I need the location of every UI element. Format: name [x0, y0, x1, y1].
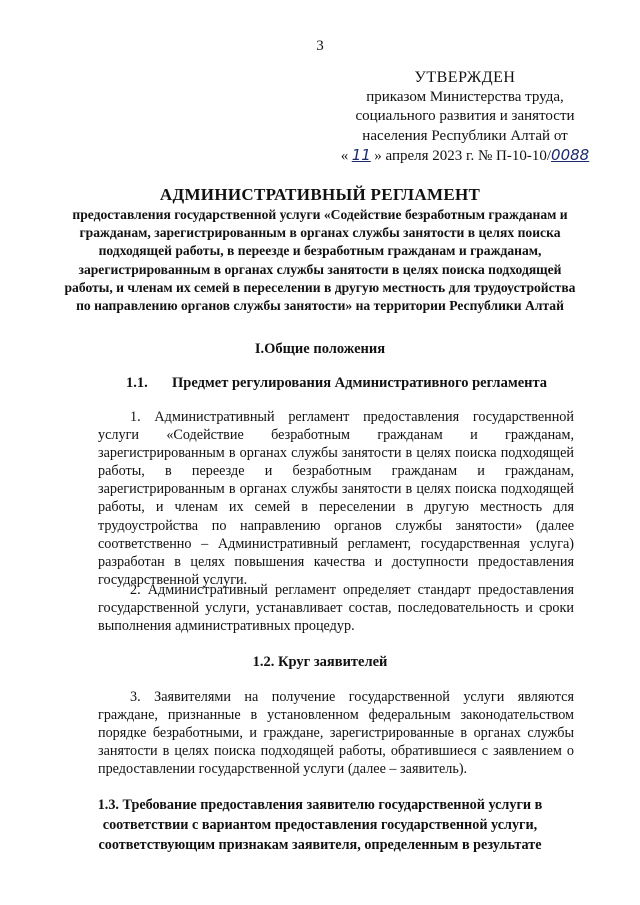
paragraph-3: 3. Заявителями на получение государственной услуги являются граждане, признанные в установленном федеральным законодательством порядке безработными, и граждане, зарегистрированные в органах службы занятости в целях поиска подходящей работы, обратившиеся с заявлением о предоставлении государственной услуги (далее – заявитель). [98, 689, 574, 778]
subsection-1-3-heading: 1.3. Требование предоставления заявителю государственной услуги в соответствии с вариантом предоставления государственной услуги, соответствующим признакам заявителя, определенным в результате [97, 797, 543, 853]
subsection-1-1-heading [126, 375, 606, 392]
approval-line-1: приказом Министерства труда, [366, 88, 564, 105]
subsection-1-2-heading: 1.2. Круг заявителей [252, 654, 388, 670]
approval-date-line [330, 146, 600, 167]
document-title: АДМИНИСТРАТИВНЫЙ РЕГЛАМЕНТ [159, 185, 481, 204]
section-1-heading: I.Общие положения [254, 341, 386, 357]
handwritten-day: 11 [351, 146, 371, 164]
subsection-1-1-title: Предмет регулирования Административного регламента [172, 375, 548, 391]
approval-line-2: социального развития и занятости [355, 108, 575, 124]
date-middle-text: » апреля 2023 г. № П-10-10/ [374, 148, 552, 164]
handwritten-order-number: 0088 [551, 146, 590, 164]
document-subtitle: предоставления государственной услуги «Содействие безработным гражданам и гражданам, зарегистрированным в органах службы занятости в целях поиска подходящей работы, в переезде и безработным гражданам и гражданам, зарегистрированным в органах службы занятости в целях поиска подходящей работы, и членам их семей в переселении в другую местность для трудоустройства по направлению органов службы занятости» на территории Республики Алтай [64, 207, 576, 314]
paragraph-1: 1. Административный регламент предоставления государственной услуги «Содействие безработным гражданам и гражданам, зарегистрированным в органах службы занятости в целях поиска подходящей работы, в переезде и безработным гражданам и гражданам, зарегистрированным в органах службы занятости в целях поиска подходящей работы, и членам их семей в переселении в другую местность для трудоустройства по направлению органов службы занятости» (далее соответственно – Административный регламент, государственная услуга) разработан в целях повышения качества и доступности предоставления государственной услуги. [98, 409, 574, 588]
page-number: 3 [316, 38, 324, 54]
approval-block [330, 68, 600, 167]
date-open-quote: « [340, 148, 349, 164]
approval-line-3: населения Республики Алтай от [362, 127, 568, 144]
subsection-1-1-number: 1.1. [126, 375, 148, 391]
paragraph-2: 2. Административный регламент определяет стандарт предоставления государственной услуги, устанавливает состав, последовательность и сроки выполнения административных процедур. [98, 582, 574, 635]
approval-title: УТВЕРЖДЕН [414, 69, 516, 86]
